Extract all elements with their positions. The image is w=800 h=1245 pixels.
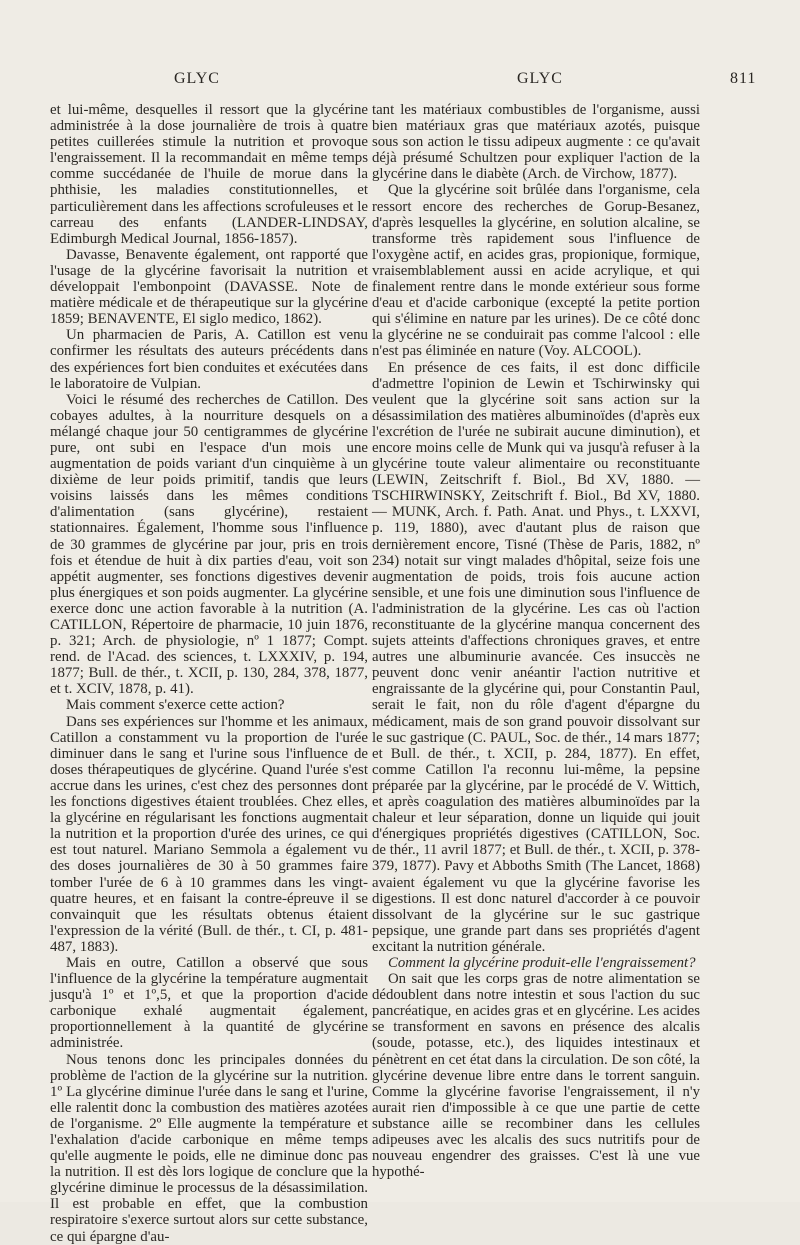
paragraph: En présence de ces faits, il est donc difficile d'admettre l'opinion de Lewin et Tschirwinsky qui veulent que la glycérine soit sans action sur la désassimilation des matières albuminoïdes (d'après eux l'excrétion de l'urée ne subirait aucune diminution), et encore moins celle de Munk qui va jusqu'à refuser à la glycérine toute valeur alimentaire ou reconstituante (LEWIN, Zeitschrift f. Biol., Bd XV, 1880. — TSCHIRWINSKY, Zeitschrift f. Biol., Bd XV, 1880. — MUNK, Arch. f. Path. Anat. und Phys., t. LXXVI, p. 119, 1880), avec d'autant plus de raison que dernièrement encore, Tisné (Thèse de Paris, 1882, nº 234) notait sur vingt malades d'hôpital, seize fois une augmentation de poids, trois fois aucune action sensible, et une fois une diminution sous l'influence de l'administration de la glycérine. Les cas où l'action reconstituante de la glycérine manqua concernent des sujets atteints d'affections chroniques graves, et entre autres une albuminurie avancée. Ces insuccès ne peuvent donc venir anéantir l'action nutritive et engraissante de la glycérine qui, pour Constantin Paul, serait le fait, non du rôle d'agent d'épargne du médicament, mais de son grand pouvoir dissolvant sur le suc gastrique (C. PAUL, Soc. de thér., 14 mars 1877; et Bull. de thér., t. XCII, p. 284, 1877). En effet, comme Catillon l'a reconnu lui-même, la pepsine préparée par la glycérine, par le procédé de V. Wittich, et après coagulation des matières albuminoïdes par la chaleur et leur séparation, donne un liquide qui jouit d'énergiques propriétés digestives (CATILLON, Soc. de thér., 11 avril 1877; et Bull. de thér., t. XCII, p. 378-379, 1877). Pavy et Abboths Smith (The Lancet, 1868) avaient également vu que la glycérine favorise les digestions. Il est donc naturel d'accorder à ce pouvoir dissolvant de la glycérine sur le suc gastrique pepsique, une grande part dans ses propriétés d'agent excitant la nutrition générale. bbox=[372, 359, 700, 955]
paragraph: Mais comment s'exerce cette action? bbox=[66, 697, 285, 714]
running-head-center: GLYC bbox=[517, 70, 563, 87]
running-head-left: GLYC bbox=[174, 70, 220, 87]
paragraph: Mais en outre, Catillon a observé que sous l'influence de la glycérine la température augmentait jusqu'à 1º et 1º,5, et que la proportion d'acide carbonique exhalé augmentait également, proportionnellement à la quantité de glycérine administrée. bbox=[50, 954, 368, 1052]
paragraph: Nous tenons donc les principales données du problème de l'action de la glycérine sur la nutrition. 1º La glycérine diminue l'urée dans le sang et l'urine, elle ralentit donc la combustion des matières azotées de l'organisme. 2º Elle augmente la température et l'exhalation d'acide carbonique en même temps qu'elle augmente le poids, elle ne diminue donc pas la nutrition. Il est dès lors logique de conclure que la glycérine diminue le processus de la désassimilation. Il est probable en effet, que la combustion respiratoire s'exerce surtout alors sur cette substance, ce qui épargne d'au- bbox=[50, 1051, 368, 1245]
running-header bbox=[0, 70, 800, 94]
paragraph: Voici le résumé des recherches de Catillon. Des cobayes adultes, à la nourriture desquels on a mélangé chaque jour 50 centigrammes de glycérine pure, ont subi en l'espace d'un mois une augmentation de poids variant d'un cinquième à un dixième de leur poids primitif, tandis que leurs voisins laissés dans les mêmes conditions d'alimentation (sans glycérine), restaient stationnaires. Également, l'homme sous l'influence de 30 grammes de glycérine par jour, pris en trois fois et étendue de huit à dix parties d'eau, voit son appétit augmenter, ses fonctions digestives devenir plus énergiques et son poids augmenter. La glycérine exerce donc une action favorable à la nutrition (A. CATILLON, Répertoire de pharmacie, 10 juin 1876, p. 321; Arch. de physiologie, nº 1 1877; Compt. rend. de l'Acad. des sciences, t. LXXXIV, p. 194, 1877; Bull. de thér., t. XCII, p. 130, 284, 378, 1877, et t. XCIV, 1878, p. 41). bbox=[50, 391, 368, 698]
page-number: 811 bbox=[730, 70, 757, 87]
left-text-column bbox=[50, 102, 368, 1245]
paragraph: Un pharmacien de Paris, A. Catillon est venu confirmer les résultats des auteurs précédents dans des expériences fort bien conduites et exécutées dans le laboratoire de Vulpian. bbox=[50, 327, 368, 392]
paragraph: Davasse, Benavente également, ont rapporté que l'usage de la glycérine favorisait la nutrition et développait l'embonpoint (DAVASSE. Note de matière médicale et de thérapeutique sur la glycérine 1859; BENAVENTE, El siglo medico, 1862). bbox=[50, 246, 368, 328]
paragraph: et lui-même, desquelles il ressort que la glycérine administrée à la dose journalière de trois à quatre petites cuillerées stimule la nutrition et provoque l'engraissement. Il la recommandait en même temps comme succédanée de l'huile de morue dans la phthisie, les maladies constitutionnelles, et particulièrement dans les affections scrofuleuses et le carreau des enfants (LANDER-LINDSAY, Edimburgh Medical Journal, 1856-1857). bbox=[50, 102, 368, 247]
paragraph: Dans ses expériences sur l'homme et les animaux, Catillon a constamment vu la proportion de l'urée diminuer dans le sang et l'urine sous l'influence de doses thérapeutiques de glycérine. Quand l'urée s'est accrue dans les urines, c'est chez des personnes dont les fonctions digestives étaient troublées. Chez elles, la glycérine en régularisant les fonctions augmentait la nutrition et la proportion d'urée des urines, ce qui est tout naturel. Mariano Semmola a également vu des doses journalières de 30 à 50 grammes faire tomber l'urée de 6 à 10 grammes dans les vingt-quatre heures, et en faisant la contre-épreuve il se convainquit que les résultats obtenus étaient l'expression de la vérité (Bull. de thér., t. CI, p. 481-487, 1883). bbox=[50, 713, 368, 955]
paragraph: Que la glycérine soit brûlée dans l'organisme, cela ressort encore des recherches de Gorup-Besanez, d'après lesquelles la glycérine, en solution alcaline, se transforme très rapidement sous l'influence de l'oxygène actif, en acides gras, propionique, formique, vraisemblablement aussi en acide acrylique, et qui finalement rentre dans le monde extérieur sous forme d'eau et d'acide carbonique (excepté la petite portion qui s'élimine en nature par les urines). De ce côté donc la glycérine ne se conduirait pas comme l'alcool : elle n'est pas éliminée en nature (Voy. ALCOOL). bbox=[372, 182, 700, 360]
paragraph: On sait que les corps gras de notre alimentation se dédoublent dans notre intestin et sous l'action du suc pancréatique, en acides gras et en glycérine. Les acides se transforment en savons en présence des alcalis (soude, potasse, etc.), des liquides intestinaux et pénètrent en cet état dans la circulation. De son côté, la glycérine devenue libre entre dans le torrent sanguin. Comme la glycérine favorise l'engraissement, il n'y aurait rien d'impossible à ce que une partie de cette substance aille se recombiner dans les cellules adipeuses avec les alcalis des sucs nutritifs pour de nouveau engendrer des graisses. C'est là une vue hypothé- bbox=[372, 971, 700, 1181]
paragraph: tant les matériaux combustibles de l'organisme, aussi bien matériaux gras que matériaux azotés, puisque sous son action le tissu adipeux augmente : ce qu'avait déjà présumé Schultzen pour expliquer l'action de la glycérine dans le diabète (Arch. de Virchow, 1877). bbox=[372, 102, 700, 183]
right-text-column bbox=[372, 102, 700, 1180]
section-subheading: Comment la glycérine produit-elle l'engraissement? bbox=[388, 954, 696, 971]
